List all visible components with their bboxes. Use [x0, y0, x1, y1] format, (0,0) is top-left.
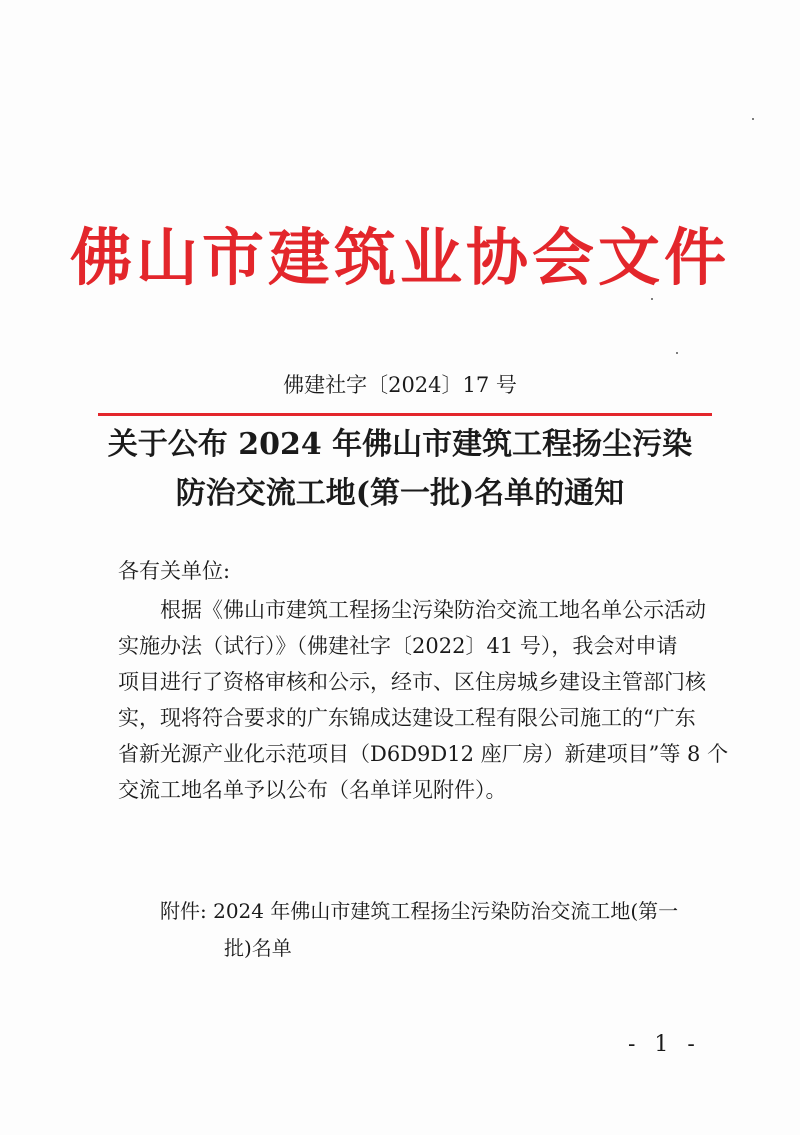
body-line: 实，现将符合要求的广东锦成达建设工程有限公司施工的“广东: [118, 706, 696, 730]
red-divider-line: [98, 413, 712, 416]
notice-title-line-2: 防治交流工地(第一批)名单的通知: [175, 476, 625, 511]
attachment-line-1: 附件: 2024 年佛山市建筑工程扬尘污染防治交流工地(第一: [160, 899, 679, 923]
salutation: 各有关单位:: [118, 559, 231, 583]
attachment-note: [160, 893, 720, 967]
body-line: 交流工地名单予以公布（名单详见附件）。: [118, 778, 507, 802]
scan-speck: [752, 118, 754, 120]
body-paragraph: [118, 592, 729, 808]
body-line: 项目进行了资格审核和公示，经市、区住房城乡建设主管部门核: [118, 670, 706, 694]
scan-speck: [651, 298, 653, 300]
document-number: 佛建社字〔2024〕17 号: [283, 373, 517, 397]
body-line: 实施办法（试行）》（佛建社字〔2022〕41 号），我会对申请: [118, 634, 678, 658]
issuer-header-title: 佛山市建筑业协会文件: [69, 221, 730, 294]
body-line: 省新光源产业化示范项目（D6D9D12 座厂房）新建项目”等 8 个: [118, 742, 729, 766]
page-number: - 1 -: [628, 1032, 701, 1057]
scan-speck: [676, 352, 678, 354]
body-line: 根据《佛山市建筑工程扬尘污染防治交流工地名单公示活动: [160, 598, 706, 622]
notice-title-line-1: 关于公布 2024 年佛山市建筑工程扬尘污染: [107, 427, 693, 462]
attachment-line-2: 批)名单: [224, 936, 292, 960]
notice-title: [0, 420, 800, 518]
